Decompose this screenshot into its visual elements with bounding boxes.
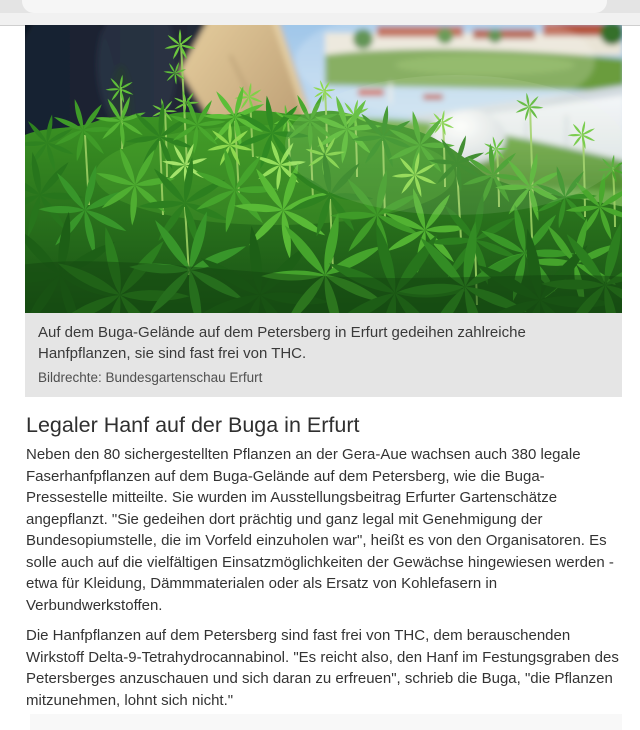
article-paragraph-1: Neben den 80 sichergestellten Pflanzen an der Gera-Aue wachsen auch 380 legale Faserhanfpflanzen auf dem Buga-Gelände auf dem Petersberg, wie die Buga-Pressestelle mitteilte. Sie wurden im Ausstellungsbeitrag Erfurter Gartenschätze angepflanzt. "Sie gedeihen dort prächtig und ganz legal mit Genehmigung der Bundesopiumstelle, die im Vorfeld einzuholen war", heißt es von den Organisatoren. Es solle auch auf die vielfältigen Einsatzmöglichkeiten der Gewächse hingewiesen werden - etwa für Kleidung, Dämmmaterialen oder als Ersatz von Kohlefasern in Verbundwerkstoffen.	[26, 446, 614, 614]
article-heading: Legaler Hanf auf der Buga in Erfurt	[26, 413, 360, 437]
top-band-lower	[0, 13, 640, 25]
image-credit: Bildrechte: Bundesgartenschau Erfurt	[38, 370, 263, 385]
hemp-field-photo	[25, 25, 622, 313]
article-image[interactable]	[25, 25, 622, 313]
article-paragraph-2: Die Hanfpflanzen auf dem Petersberg sind fast frei von THC, dem berauschenden Wirkstoff Delta-9-Tetrahydrocannabinol. "Es reicht also, den Hanf im Festungsgraben des Petersberges anzuschauen und sich daran zu erfreuen", schrieb die Buga, "die Pflanzen mitzunehmen, lohnt sich nicht."	[26, 627, 619, 709]
image-caption-box	[25, 313, 622, 397]
image-caption-text: Auf dem Buga-Gelände auf dem Petersberg in Erfurt gedeihen zahlreiche Hanfpflanzen, sie sind fast frei von THC.	[38, 324, 526, 362]
next-content-card[interactable]	[30, 714, 622, 730]
collapsed-card-bottom	[22, 0, 607, 13]
article-body	[26, 404, 621, 720]
